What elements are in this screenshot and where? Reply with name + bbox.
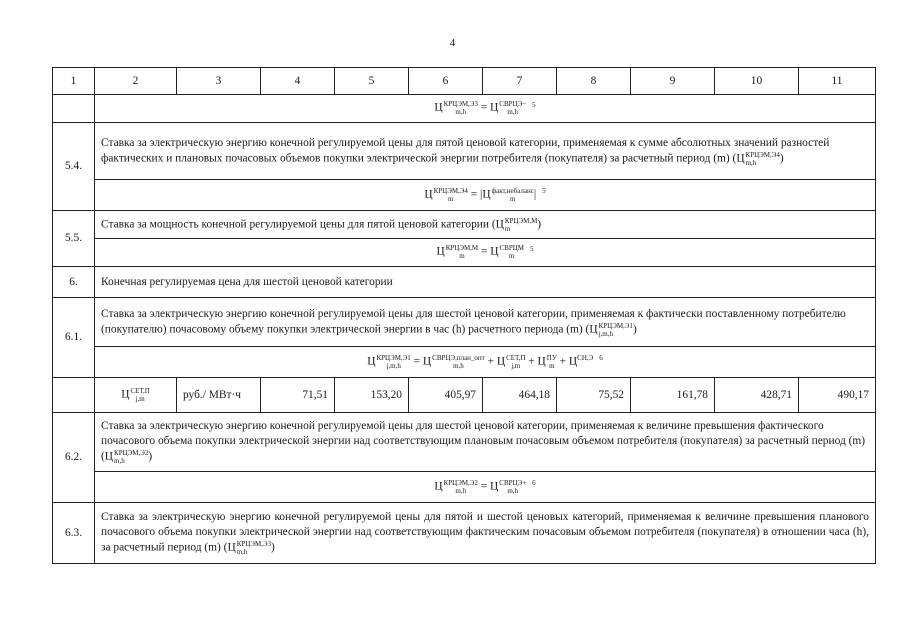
footnote-mark: 5: [530, 244, 534, 253]
col-header: 1: [53, 68, 95, 95]
formula-row-5-3: [53, 95, 876, 123]
footnote-mark: 5: [542, 187, 546, 196]
value-cell: 428,71: [715, 378, 799, 413]
row-number: 5.5.: [53, 211, 95, 267]
value-label: Ц СЕТ,П j,m: [95, 378, 177, 413]
value-cell: 405,97: [409, 378, 483, 413]
footnote-mark: 5: [532, 100, 536, 109]
col-header: 3: [177, 68, 261, 95]
value-cell: 71,51: [261, 378, 335, 413]
value-cell: 464,18: [483, 378, 557, 413]
values-row-6-1: [53, 378, 876, 413]
row-5-4: [53, 123, 876, 180]
formula: Ц КРЦЭМ,Э1 j,m,h = Ц СВРЦЭ,план_опт m,h + Ц СЕТ,П j,m + Ц ПУ m + $Ц^{СН,Э}$ $^6$: [95, 347, 876, 378]
section-title: Конечная регулируемая цена для шестой ценовой категории: [95, 267, 876, 298]
row-number: 6.3.: [53, 503, 95, 564]
formula-row-5-4: [53, 180, 876, 211]
formula-row-6-1: [53, 347, 876, 378]
footnote-mark: 6: [599, 354, 603, 363]
row-description: Ставка за мощность конечной регулируемой цены для пятой ценовой категории (Ц КРЦЭМ,М m ): [95, 211, 876, 239]
formula-row-6-2: [53, 472, 876, 503]
col-header: 2: [95, 68, 177, 95]
row-number: 6.: [53, 267, 95, 298]
row-description: Ставка за электрическую энергию конечной регулируемой цены для шестой ценовой категории, применяемая к величине превышения фактического почасового объема покупки электрической энергии над соответствующим плановым почасовым объемом потребителя (покупателя) за расчетный период (m) (Ц КРЦЭМ,Э2 m,h ): [95, 413, 876, 472]
formula: Ц КРЦЭМ,Э4 m = |Ц факт,небаланс m | $^5$: [95, 180, 876, 211]
col-header: 8: [557, 68, 631, 95]
formula: Ц КРЦЭМ,Э2 m,h = Ц СВРЦЭ+ m,h $^6$: [95, 472, 876, 503]
col-header: 4: [261, 68, 335, 95]
col-header: 6: [409, 68, 483, 95]
value-cell: 75,52: [557, 378, 631, 413]
col-header: 7: [483, 68, 557, 95]
row-number: 6.1.: [53, 298, 95, 378]
col-header: 10: [715, 68, 799, 95]
value-cell: 161,78: [631, 378, 715, 413]
row-6-3: [53, 503, 876, 564]
header-row: [53, 68, 876, 95]
footnote-mark: 6: [532, 479, 536, 488]
row-5-5: [53, 211, 876, 239]
col-header: 9: [631, 68, 715, 95]
col-header: 11: [799, 68, 876, 95]
row-number: 6.2.: [53, 413, 95, 503]
formula-row-5-5: [53, 239, 876, 267]
value-cell: 490,17: [799, 378, 876, 413]
row-description: Ставка за электрическую энергию конечной регулируемой цены для пятой и шестой ценовых категорий, применяемая к величине превышения планового почасового объема покупки электрической энергии над соответствующим фактическим почасовым объемом потребителя (покупателя) в отношении часа (h), за расчетный период (m) (Ц КРЦЭМ,Э3 m,h ): [95, 503, 876, 564]
row-6: [53, 267, 876, 298]
row-description: Ставка за электрическую энергию конечной регулируемой цены для шестой ценовой категории, применяемая к фактически поставленному потребителю (покупателю) почасовому объему покупки электрической энергии в час (h) расчетного периода (m) (Ц КРЦЭМ,Э1 j,m,h ): [95, 298, 876, 347]
row-6-1: [53, 298, 876, 347]
value-cell: 153,20: [335, 378, 409, 413]
page-number: 4: [449, 37, 456, 49]
unit-cell: руб./ МВт·ч: [177, 378, 261, 413]
formula: Ц КРЦЭМ,М m = Ц СВРЦМ m $^5$: [95, 239, 876, 267]
row-description: Ставка за электрическую энергию конечной регулируемой цены для пятой ценовой категории, применяемая к сумме абсолютных значений разностей фактических и плановых почасовых объемов покупки электрической энергии потребителя (покупателя) за расчетный период (m) (Ц КРЦЭМ,Э4 m,h ): [95, 123, 876, 180]
row-number: 5.4.: [53, 123, 95, 211]
tariff-table: [52, 67, 876, 564]
col-header: 5: [335, 68, 409, 95]
row-6-2: [53, 413, 876, 472]
formula: Ц КРЦЭМ,Э3 m,h = Ц СВРЦЭ− m,h $^5$: [95, 95, 876, 123]
